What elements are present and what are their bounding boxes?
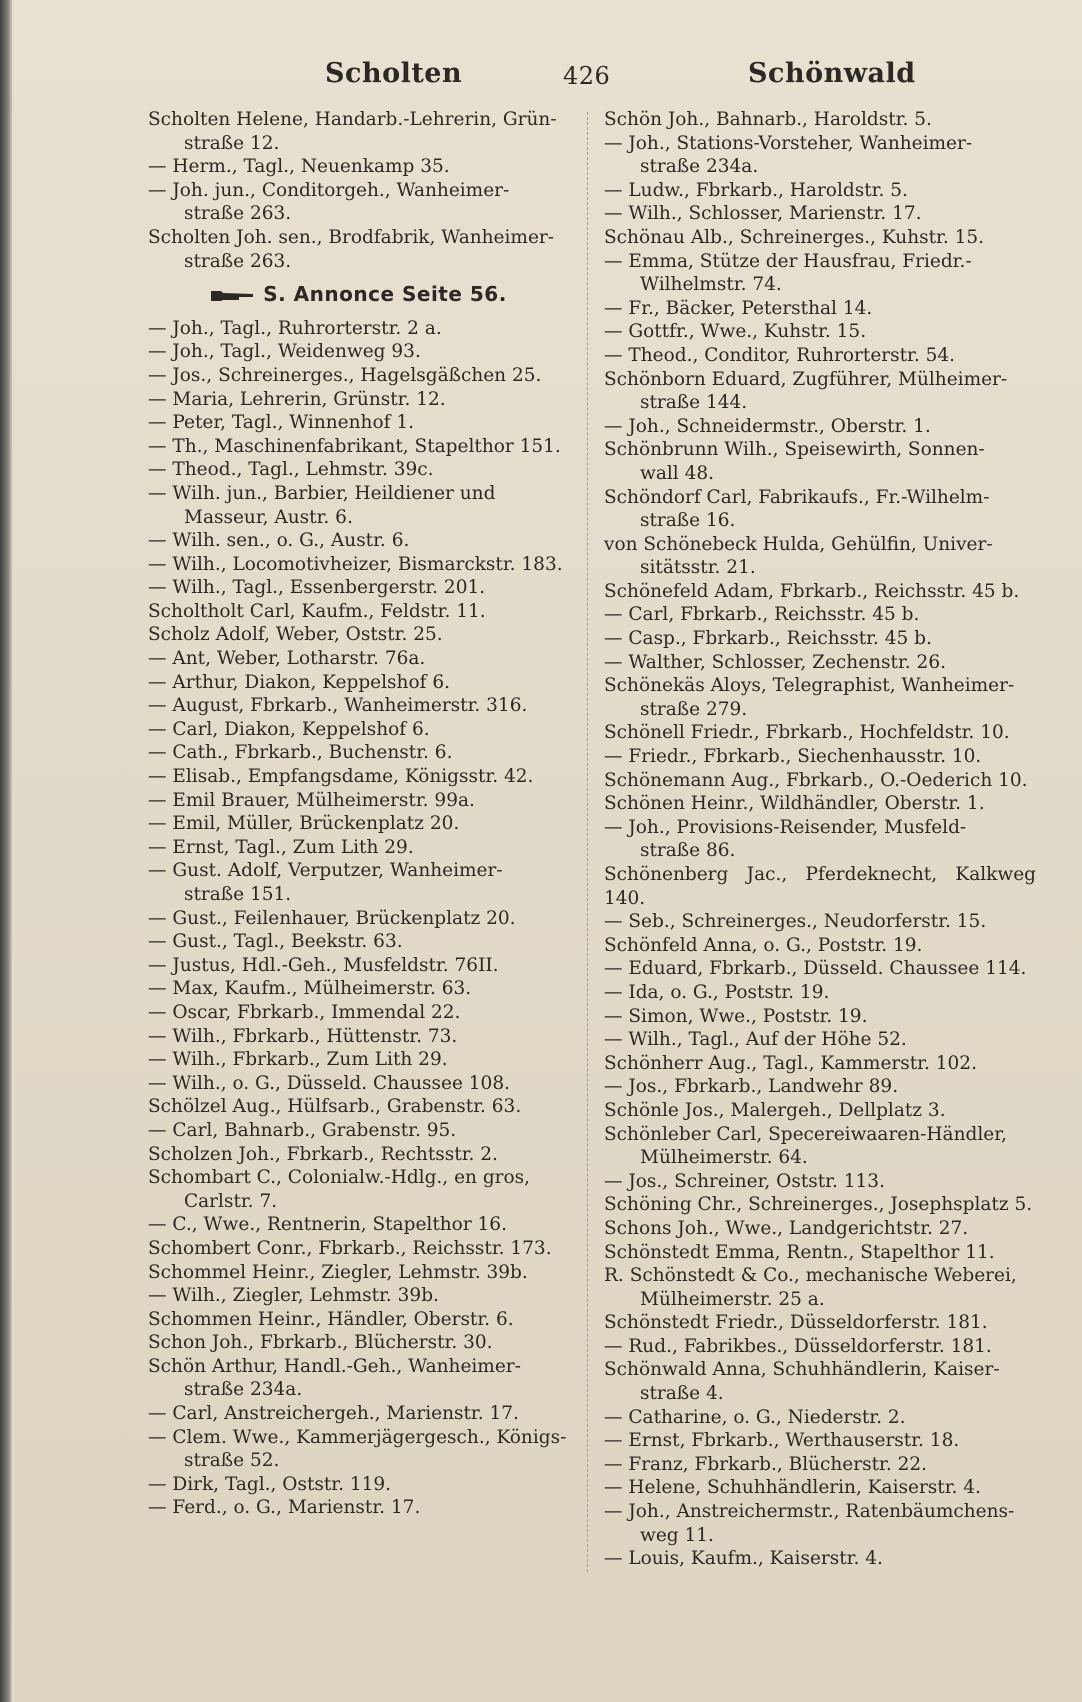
directory-entry xyxy=(604,1406,1036,1430)
entry-continuation: straße 144. xyxy=(640,392,748,414)
entry-text: — Wilh. sen., o. G., Austr. 6. xyxy=(148,530,410,552)
entry-text: — Emil, Müller, Brückenplatz 20. xyxy=(148,813,460,835)
entry-text: — C., Wwe., Rentnerin, Stapelthor 16. xyxy=(148,1214,507,1236)
directory-entry xyxy=(148,977,568,1001)
entry-continuation: straße 52. xyxy=(184,1450,280,1472)
entry-continuation: straße 234a. xyxy=(184,1379,303,1401)
entry-text: — Ernst, Tagl., Zum Lith 29. xyxy=(148,836,414,858)
entry-text: — Ernst, Fbrkarb., Werthauserstr. 18. xyxy=(604,1430,960,1452)
directory-entry xyxy=(604,486,1036,533)
directory-entry xyxy=(604,580,1036,604)
directory-entry xyxy=(148,1331,568,1355)
entry-text: — Clem. Wwe., Kammerjägergesch., Königs- xyxy=(148,1426,567,1448)
directory-entry xyxy=(604,603,1036,627)
directory-entry xyxy=(148,623,568,647)
directory-entry xyxy=(604,1429,1036,1453)
right-column xyxy=(604,108,1036,1571)
entry-text: — Gust., Tagl., Beekstr. 63. xyxy=(148,931,403,953)
entry-text: Schönstedt Friedr., Düsseldorferstr. 181. xyxy=(604,1312,988,1334)
entry-text: — Carl, Anstreichergeh., Marienstr. 17. xyxy=(148,1403,519,1425)
entry-text: — Gust., Feilenhauer, Brückenplatz 20. xyxy=(148,907,516,929)
directory-entry xyxy=(148,576,568,600)
entry-text: Scholten Helene, Handarb.-Lehrerin, Grün- xyxy=(148,109,557,130)
directory-entry xyxy=(604,1170,1036,1194)
directory-entry xyxy=(148,1426,568,1473)
directory-entry xyxy=(604,957,1036,981)
directory-entry xyxy=(148,388,568,412)
directory-entry xyxy=(604,910,1036,934)
entry-text: — Emil Brauer, Mülheimerstr. 99a. xyxy=(148,789,475,811)
entry-text: Schön Arthur, Handl.-Geh., Wanheimer- xyxy=(148,1355,521,1377)
entry-text: Scholten Joh. sen., Brodfabrik, Wanheimer- xyxy=(148,226,554,248)
directory-entry xyxy=(148,340,568,364)
directory-entry xyxy=(148,1048,568,1072)
directory-entry xyxy=(604,651,1036,675)
entry-text: — Jos., Schreinerges., Hagelsgäßchen 25. xyxy=(148,364,542,386)
directory-entry xyxy=(148,859,568,906)
entry-continuation: wall 48. xyxy=(640,462,714,484)
entry-text: — Wilh., Tagl., Auf der Höhe 52. xyxy=(604,1029,907,1051)
directory-entry xyxy=(604,1123,1036,1170)
entry-text: Schönefeld Adam, Fbrkarb., Reichsstr. 45 b. xyxy=(604,580,1020,602)
entry-text: Schon Joh., Fbrkarb., Blücherstr. 30. xyxy=(148,1332,493,1354)
entry-text: — Joh., Anstreichermstr., Ratenbäumchens- xyxy=(604,1501,1015,1523)
entry-text: — Gottfr., Wwe., Kuhstr. 15. xyxy=(604,321,867,343)
entry-continuation: straße 4. xyxy=(640,1383,724,1405)
directory-entry xyxy=(604,1335,1036,1359)
directory-entry xyxy=(604,1500,1036,1547)
annonce-notice xyxy=(148,283,568,307)
entry-text: Schönbrunn Wilh., Speisewirth, Sonnen- xyxy=(604,439,985,461)
directory-entry xyxy=(604,1358,1036,1405)
directory-entry xyxy=(148,1284,568,1308)
directory-entry xyxy=(148,954,568,978)
entry-text: — Franz, Fbrkarb., Blücherstr. 22. xyxy=(604,1453,928,1475)
entry-text: Schönborn Eduard, Zugführer, Mülheimer- xyxy=(604,368,1008,390)
entry-continuation: straße 234a. xyxy=(640,156,759,178)
directory-entry xyxy=(604,745,1036,769)
entry-text: — Gust. Adolf, Verputzer, Wanheimer- xyxy=(148,860,503,882)
entry-text: — Dirk, Tagl., Oststr. 119. xyxy=(148,1473,392,1495)
directory-entry xyxy=(148,364,568,388)
entry-text: — Casp., Fbrkarb., Reichsstr. 45 b. xyxy=(604,628,932,650)
entry-text: — Theod., Tagl., Lehmstr. 39c. xyxy=(148,459,434,481)
entry-text: Scholtholt Carl, Kaufm., Feldstr. 11. xyxy=(148,600,486,622)
directory-entry xyxy=(604,721,1036,745)
entry-text: — August, Fbrkarb., Wanheimerstr. 316. xyxy=(148,695,528,717)
directory-entry xyxy=(604,132,1036,179)
entry-text: — Peter, Tagl., Winnenhof 1. xyxy=(148,412,414,434)
directory-entry xyxy=(148,108,568,155)
entry-text: — Eduard, Fbrkarb., Düsseld. Chaussee 114. xyxy=(604,958,1027,980)
directory-entry xyxy=(604,1099,1036,1123)
entry-text: — Seb., Schreinerges., Neudorferstr. 15. xyxy=(604,911,987,933)
scan-binding-edge xyxy=(0,0,12,1702)
directory-entry xyxy=(148,411,568,435)
entry-text: Schönleber Carl, Specereiwaaren-Händler, xyxy=(604,1123,1007,1145)
directory-entry xyxy=(148,812,568,836)
entry-text: Scholz Adolf, Weber, Oststr. 25. xyxy=(148,624,443,646)
directory-entry xyxy=(148,741,568,765)
entry-text: — Friedr., Fbrkarb., Siechenhausstr. 10. xyxy=(604,746,982,768)
directory-entry xyxy=(148,1355,568,1402)
directory-entry xyxy=(148,718,568,742)
entry-continuation: Masseur, Austr. 6. xyxy=(184,506,353,528)
entry-text: — Joh., Schneidermstr., Oberstr. 1. xyxy=(604,415,931,437)
directory-entry xyxy=(604,1476,1036,1500)
entry-text: Schönfeld Anna, o. G., Poststr. 19. xyxy=(604,934,923,956)
entry-text: — Helene, Schuhhändlerin, Kaiserstr. 4. xyxy=(604,1477,981,1499)
directory-entry xyxy=(604,1075,1036,1099)
directory-entry xyxy=(604,297,1036,321)
directory-entry xyxy=(148,1261,568,1285)
entry-text: — Ludw., Fbrkarb., Haroldstr. 5. xyxy=(604,179,908,201)
directory-entry xyxy=(604,674,1036,721)
entry-text: — Wilh., Ziegler, Lehmstr. 39b. xyxy=(148,1285,439,1307)
directory-entry xyxy=(148,694,568,718)
directory-entry xyxy=(148,765,568,789)
entry-text: — Carl, Diakon, Keppelshof 6. xyxy=(148,718,430,740)
directory-entry xyxy=(604,108,1036,132)
entry-text: Schons Joh., Wwe., Landgerichtstr. 27. xyxy=(604,1217,969,1239)
entry-text: — Herm., Tagl., Neuenkamp 35. xyxy=(148,156,450,178)
directory-entry xyxy=(148,1025,568,1049)
directory-entry xyxy=(148,1473,568,1497)
directory-entry xyxy=(604,1193,1036,1217)
entry-text: — Justus, Hdl.-Geh., Musfeldstr. 76II. xyxy=(148,954,499,976)
entry-text: — Wilh., Fbrkarb., Hüttenstr. 73. xyxy=(148,1025,458,1047)
annonce-text: S. Annonce Seite 56. xyxy=(263,282,507,307)
entry-continuation: Mülheimerstr. 25 a. xyxy=(640,1288,825,1310)
directory-entry xyxy=(148,1095,568,1119)
directory-entry xyxy=(148,317,568,341)
entry-text: — Wilh., Fbrkarb., Zum Lith 29. xyxy=(148,1049,448,1071)
entry-text: Schommel Heinr., Ziegler, Lehmstr. 39b. xyxy=(148,1261,528,1283)
entry-text: — Fr., Bäcker, Petersthal 14. xyxy=(604,297,873,319)
directory-entry xyxy=(148,600,568,624)
entry-continuation: weg 11. xyxy=(640,1524,714,1546)
entry-continuation: straße 151. xyxy=(184,884,292,905)
entry-text: Schombert Conr., Fbrkarb., Reichsstr. 173. xyxy=(148,1237,552,1259)
directory-entry xyxy=(148,647,568,671)
directory-entry xyxy=(604,1264,1036,1311)
entry-text: — Joh., Stations-Vorsteher, Wanheimer- xyxy=(604,132,973,154)
entry-text: — Cath., Fbrkarb., Buchenstr. 6. xyxy=(148,742,453,764)
directory-entry xyxy=(148,1237,568,1261)
directory-entry xyxy=(148,836,568,860)
entry-text: — Jos., Fbrkarb., Landwehr 89. xyxy=(604,1076,899,1098)
entry-text: Schönau Alb., Schreinerges., Kuhstr. 15. xyxy=(604,226,985,248)
running-head-left: Scholten xyxy=(325,58,463,89)
directory-entry xyxy=(604,320,1036,344)
entry-continuation: Carlstr. 7. xyxy=(184,1190,278,1212)
entry-text: Schönstedt Emma, Rentn., Stapelthor 11. xyxy=(604,1241,995,1263)
pointing-hand-icon xyxy=(209,289,255,303)
entry-text: — Rud., Fabrikbes., Düsseldorferstr. 181. xyxy=(604,1335,992,1357)
entry-text: — Catharine, o. G., Niederstr. 2. xyxy=(604,1406,906,1428)
directory-entry xyxy=(148,789,568,813)
directory-entry xyxy=(604,415,1036,439)
entry-text: — Joh., Tagl., Ruhrorterstr. 2 a. xyxy=(148,317,442,339)
entry-text: Schönherr Aug., Tagl., Kammerstr. 102. xyxy=(604,1052,977,1074)
directory-entry xyxy=(148,226,568,273)
entry-text: Schölzel Aug., Hülfsarb., Grabenstr. 63. xyxy=(148,1096,522,1118)
entry-text: — Arthur, Diakon, Keppelshof 6. xyxy=(148,671,450,693)
entry-text: — Jos., Schreiner, Oststr. 113. xyxy=(604,1170,885,1192)
directory-entry xyxy=(604,1453,1036,1477)
directory-entry xyxy=(148,1072,568,1096)
entry-text: — Max, Kaufm., Mülheimerstr. 63. xyxy=(148,978,472,1000)
entry-continuation: straße 16. xyxy=(640,510,736,532)
directory-entry xyxy=(604,438,1036,485)
directory-entry xyxy=(148,671,568,695)
directory-entry xyxy=(148,529,568,553)
directory-entry xyxy=(148,907,568,931)
directory-entry xyxy=(604,769,1036,793)
directory-entry xyxy=(604,1217,1036,1241)
directory-entry xyxy=(148,1402,568,1426)
entry-text: — Joh., Provisions-Reisender, Musfeld- xyxy=(604,816,967,838)
entry-text: — Joh., Tagl., Weidenweg 93. xyxy=(148,341,421,363)
column-divider xyxy=(587,112,588,1572)
entry-text: Schöndorf Carl, Fabrikaufs., Fr.-Wilhelm- xyxy=(604,486,990,508)
directory-entry xyxy=(148,1119,568,1143)
directory-entry xyxy=(604,792,1036,816)
entry-text: Schönell Friedr., Fbrkarb., Hochfeldstr. 10. xyxy=(604,722,1010,744)
page-number: 426 xyxy=(563,62,611,90)
directory-entry xyxy=(604,202,1036,226)
entry-text: — Ferd., o. G., Marienstr. 17. xyxy=(148,1497,421,1519)
directory-entry xyxy=(604,863,1036,910)
directory-entry xyxy=(148,1213,568,1237)
directory-entry xyxy=(148,482,568,529)
entry-continuation: straße 12. xyxy=(184,132,280,154)
directory-entry xyxy=(604,627,1036,651)
entry-text: Schönwald Anna, Schuhhändlerin, Kaiser- xyxy=(604,1359,1000,1381)
directory-entry xyxy=(604,1005,1036,1029)
directory-entry xyxy=(148,1001,568,1025)
entry-text: Schönemann Aug., Fbrkarb., O.-Oederich 10. xyxy=(604,769,1028,791)
entry-text: — Ant, Weber, Lotharstr. 76a. xyxy=(148,648,426,670)
entry-text: Schommen Heinr., Händler, Oberstr. 6. xyxy=(148,1308,514,1330)
entry-text: Schombart C., Colonialw.-Hdlg., en gros, xyxy=(148,1167,531,1189)
entry-text: — Wilh., Schlosser, Marienstr. 17. xyxy=(604,203,922,225)
entry-text: Schönle Jos., Malergeh., Dellplatz 3. xyxy=(604,1099,946,1121)
entry-text: Schön Joh., Bahnarb., Haroldstr. 5. xyxy=(604,109,932,130)
entry-text: — Wilh., Locomotivheizer, Bismarckstr. 183. xyxy=(148,553,563,575)
directory-entry xyxy=(148,155,568,179)
entry-text: Scholzen Joh., Fbrkarb., Rechtsstr. 2. xyxy=(148,1143,498,1165)
directory-entry xyxy=(604,250,1036,297)
entry-text: Schöning Chr., Schreinerges., Josephsplatz 5. xyxy=(604,1194,1033,1216)
entry-continuation: straße 263. xyxy=(184,203,292,225)
entry-continuation: straße 86. xyxy=(640,840,736,862)
entry-text: — Th., Maschinenfabrikant, Stapelthor 151. xyxy=(148,435,561,457)
entry-continuation: Wilhelmstr. 74. xyxy=(640,274,782,296)
entry-text: — Wilh., o. G., Düsseld. Chaussee 108. xyxy=(148,1072,510,1094)
entry-text: — Simon, Wwe., Poststr. 19. xyxy=(604,1005,868,1027)
entry-text: — Ida, o. G., Poststr. 19. xyxy=(604,981,830,1003)
entry-text: — Louis, Kaufm., Kaiserstr. 4. xyxy=(604,1548,883,1570)
directory-entry xyxy=(604,226,1036,250)
directory-entry xyxy=(148,1496,568,1520)
directory-entry xyxy=(148,179,568,226)
entry-text: von Schönebeck Hulda, Gehülfin, Univer- xyxy=(604,533,993,555)
entry-continuation: straße 279. xyxy=(640,698,748,720)
directory-entry xyxy=(604,368,1036,415)
entry-text: Schönekäs Aloys, Telegraphist, Wanheimer- xyxy=(604,675,1015,697)
entry-text: — Theod., Conditor, Ruhrorterstr. 54. xyxy=(604,344,956,366)
directory-entry xyxy=(604,816,1036,863)
directory-entry xyxy=(148,458,568,482)
directory-entry xyxy=(604,934,1036,958)
directory-entry xyxy=(148,553,568,577)
entry-text: R. Schönstedt & Co., mechanische Weberei, xyxy=(604,1265,1017,1287)
directory-entry xyxy=(604,1028,1036,1052)
directory-entry xyxy=(604,344,1036,368)
left-column xyxy=(148,108,568,1520)
entry-text: — Maria, Lehrerin, Grünstr. 12. xyxy=(148,388,446,410)
entry-text: Schönenberg Jac., Pferdeknecht, Kalkweg 140. xyxy=(604,864,1036,909)
entry-text: — Elisab., Empfangsdame, Königsstr. 42. xyxy=(148,766,534,788)
directory-entry xyxy=(604,1241,1036,1265)
entry-text: — Wilh. jun., Barbier, Heildiener und xyxy=(148,482,496,504)
directory-entry xyxy=(148,1143,568,1167)
directory-entry xyxy=(604,179,1036,203)
entry-text: — Walther, Schlosser, Zechenstr. 26. xyxy=(604,651,946,673)
directory-entry xyxy=(604,981,1036,1005)
directory-entry xyxy=(148,435,568,459)
directory-entry xyxy=(148,1166,568,1213)
directory-entry xyxy=(148,1308,568,1332)
entry-text: — Wilh., Tagl., Essenbergerstr. 201. xyxy=(148,577,486,599)
directory-entry xyxy=(604,1052,1036,1076)
running-head-right: Schönwald xyxy=(748,58,916,89)
entry-text: — Oscar, Fbrkarb., Immendal 22. xyxy=(148,1001,461,1023)
directory-entry xyxy=(604,533,1036,580)
entry-continuation: sitätsstr. 21. xyxy=(640,557,756,579)
entry-continuation: Mülheimerstr. 64. xyxy=(640,1147,808,1169)
entry-text: — Carl, Fbrkarb., Reichsstr. 45 b. xyxy=(604,604,920,626)
entry-text: — Emma, Stütze der Hausfrau, Friedr.- xyxy=(604,250,972,272)
entry-text: — Joh. jun., Conditorgeh., Wanheimer- xyxy=(148,179,510,201)
directory-entry xyxy=(604,1311,1036,1335)
entry-text: Schönen Heinr., Wildhändler, Oberstr. 1. xyxy=(604,793,985,815)
directory-entry xyxy=(148,930,568,954)
entry-text: — Carl, Bahnarb., Grabenstr. 95. xyxy=(148,1119,457,1141)
entry-continuation: straße 263. xyxy=(184,250,292,272)
directory-entry xyxy=(604,1547,1036,1571)
